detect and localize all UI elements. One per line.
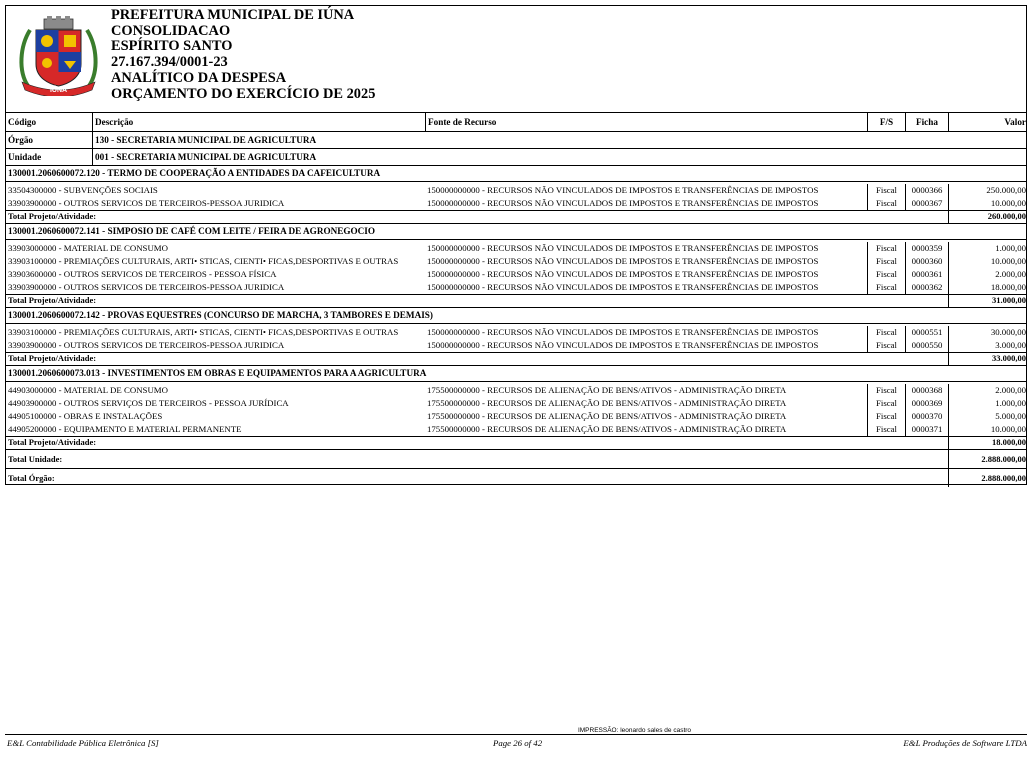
col-fonte: Fonte de Recurso bbox=[425, 113, 867, 131]
impressao-note: IMPRESSÃO: leonardo sales de castro bbox=[577, 727, 692, 734]
item-description: 33504300000 - SUBVENÇÕES SOCIAIS bbox=[8, 185, 158, 195]
item-fs: Fiscal bbox=[867, 423, 905, 436]
item-ficha: 0000368 bbox=[905, 384, 948, 397]
item-ficha: 0000369 bbox=[905, 397, 948, 410]
project-total-label: Total Projeto/Atividade: bbox=[8, 211, 97, 221]
item-valor: 1.000,00 bbox=[948, 397, 1028, 410]
project-total-value: 18.000,00 bbox=[948, 437, 1028, 449]
col-codigo: Código bbox=[8, 117, 37, 127]
item-valor: 10.000,00 bbox=[948, 255, 1028, 268]
item-valor: 10.000,00 bbox=[948, 197, 1028, 210]
total-orgao-row bbox=[6, 469, 1026, 487]
item-description: 33903900000 - OUTROS SERVICOS DE TERCEIROS-PESSOA JURIDICA bbox=[8, 340, 285, 350]
footer-page-number: Page 26 of 42 bbox=[493, 738, 543, 748]
total-orgao-value: 2.888.000,00 bbox=[948, 469, 1028, 487]
col-descricao: Descrição bbox=[92, 113, 425, 131]
col-valor: Valor bbox=[948, 113, 1028, 131]
item-description: 33903000000 - MATERIAL DE CONSUMO bbox=[8, 243, 168, 253]
item-description: 33903100000 - PREMIAÇÕES CULTURAIS, ARTI• STICAS, CIENTI• FICAS,DESPORTIVAS E OUTRAS bbox=[8, 327, 399, 337]
item-fs: Fiscal bbox=[867, 242, 905, 255]
project-total-value: 31.000,00 bbox=[948, 295, 1028, 307]
project-title: - PROVAS EQUESTRES (CONCURSO DE MARCHA, 3 TAMBORES E DEMAIS) bbox=[99, 310, 433, 320]
orgao-value: 130 - SECRETARIA MUNICIPAL DE AGRICULTURA bbox=[92, 132, 1028, 148]
table-row bbox=[6, 410, 1026, 423]
item-valor: 5.000,00 bbox=[948, 410, 1028, 423]
project-header bbox=[6, 308, 1026, 324]
col-fs: F/S bbox=[867, 113, 905, 131]
item-valor: 3.000,00 bbox=[948, 339, 1028, 352]
header-text-block bbox=[111, 8, 375, 102]
header-line-cnpj: 27.167.394/0001-23 bbox=[111, 54, 228, 71]
item-ficha: 0000361 bbox=[905, 268, 948, 281]
header-line-exercise: ORÇAMENTO DO EXERCÍCIO DE 2025 bbox=[111, 85, 376, 102]
item-ficha: 0000370 bbox=[905, 410, 948, 423]
project-header bbox=[6, 166, 1026, 182]
item-fonte: 150000000000 - RECURSOS NÃO VINCULADOS DE IMPOSTOS E TRANSFERÊNCIAS DE IMPOSTOS bbox=[427, 282, 819, 292]
item-valor: 2.000,00 bbox=[948, 384, 1028, 397]
orgao-label: Órgão bbox=[8, 135, 34, 145]
table-row bbox=[6, 326, 1026, 339]
item-fs: Fiscal bbox=[867, 397, 905, 410]
total-unidade-label: Total Unidade: bbox=[8, 454, 63, 464]
item-valor: 30.000,00 bbox=[948, 326, 1028, 339]
item-description: 33903900000 - OUTROS SERVICOS DE TERCEIROS-PESSOA JURIDICA bbox=[8, 282, 285, 292]
item-ficha: 0000367 bbox=[905, 197, 948, 210]
item-description: 44905200000 - EQUIPAMENTO E MATERIAL PERMANENTE bbox=[8, 424, 242, 434]
header-line-municipality: PREFEITURA MUNICIPAL DE IÚNA bbox=[111, 7, 355, 23]
project-code: 130001.2060600072.141 bbox=[8, 226, 100, 236]
item-fonte: 150000000000 - RECURSOS NÃO VINCULADOS DE IMPOSTOS E TRANSFERÊNCIAS DE IMPOSTOS bbox=[427, 243, 819, 253]
item-fs: Fiscal bbox=[867, 197, 905, 210]
item-fonte: 150000000000 - RECURSOS NÃO VINCULADOS DE IMPOSTOS E TRANSFERÊNCIAS DE IMPOSTOS bbox=[427, 269, 819, 279]
item-valor: 10.000,00 bbox=[948, 423, 1028, 436]
project-title: - INVESTIMENTOS EM OBRAS E EQUIPAMENTOS PARA A AGRICULTURA bbox=[99, 368, 427, 378]
table-row bbox=[6, 242, 1026, 255]
unidade-row bbox=[6, 149, 1026, 166]
item-fonte: 150000000000 - RECURSOS NÃO VINCULADOS DE IMPOSTOS E TRANSFERÊNCIAS DE IMPOSTOS bbox=[427, 256, 819, 266]
item-fonte: 175500000000 - RECURSOS DE ALIENAÇÃO DE BENS/ATIVOS - ADMINISTRAÇÃO DIRETA bbox=[427, 424, 787, 434]
table-row bbox=[6, 384, 1026, 397]
report-header bbox=[6, 6, 1026, 113]
item-valor: 1.000,00 bbox=[948, 242, 1028, 255]
item-fonte: 175500000000 - RECURSOS DE ALIENAÇÃO DE BENS/ATIVOS - ADMINISTRAÇÃO DIRETA bbox=[427, 398, 787, 408]
project-title: - SIMPOSIO DE CAFÉ COM LEITE / FEIRA DE AGRONEGOCIO bbox=[99, 226, 376, 236]
project-total-label: Total Projeto/Atividade: bbox=[8, 295, 97, 305]
item-fs: Fiscal bbox=[867, 410, 905, 423]
project-title: - TERMO DE COOPERAÇÃO A ENTIDADES DA CAFEICULTURA bbox=[99, 168, 381, 178]
orgao-row bbox=[6, 132, 1026, 149]
item-fonte: 150000000000 - RECURSOS NÃO VINCULADOS DE IMPOSTOS E TRANSFERÊNCIAS DE IMPOSTOS bbox=[427, 198, 819, 208]
project-code: 130001.2060600073.013 bbox=[8, 368, 100, 378]
unidade-label: Unidade bbox=[8, 152, 42, 162]
item-ficha: 0000362 bbox=[905, 281, 948, 294]
project-items bbox=[6, 382, 1026, 436]
municipal-crest-icon bbox=[16, 16, 101, 96]
project-items bbox=[6, 324, 1026, 352]
footer-left: E&L Contabilidade Pública Eletrônica [S] bbox=[7, 738, 159, 748]
project-items bbox=[6, 240, 1026, 294]
item-ficha: 0000371 bbox=[905, 423, 948, 436]
item-fonte: 150000000000 - RECURSOS NÃO VINCULADOS DE IMPOSTOS E TRANSFERÊNCIAS DE IMPOSTOS bbox=[427, 327, 819, 337]
item-description: 33903600000 - OUTROS SERVICOS DE TERCEIROS - PESSOA FÍSICA bbox=[8, 269, 277, 279]
project-total-value: 33.000,00 bbox=[948, 353, 1028, 365]
report-page bbox=[5, 5, 1027, 485]
table-row bbox=[6, 184, 1026, 197]
item-ficha: 0000360 bbox=[905, 255, 948, 268]
table-row bbox=[6, 397, 1026, 410]
table-row bbox=[6, 281, 1026, 294]
column-header-row bbox=[6, 113, 1026, 132]
item-valor: 2.000,00 bbox=[948, 268, 1028, 281]
project-items bbox=[6, 182, 1026, 210]
total-orgao-label: Total Órgão: bbox=[8, 473, 55, 483]
item-fs: Fiscal bbox=[867, 184, 905, 197]
project-header bbox=[6, 366, 1026, 382]
table-row bbox=[6, 339, 1026, 352]
col-ficha: Ficha bbox=[905, 113, 948, 131]
header-line-consolidacao: CONSOLIDACAO bbox=[111, 22, 231, 39]
header-line-report-type: ANALÍTICO DA DESPESA bbox=[111, 69, 287, 86]
item-fs: Fiscal bbox=[867, 255, 905, 268]
item-description: 33903100000 - PREMIAÇÕES CULTURAIS, ARTI• STICAS, CIENTI• FICAS,DESPORTIVAS E OUTRAS bbox=[8, 256, 399, 266]
project-total-label: Total Projeto/Atividade: bbox=[8, 353, 97, 363]
project-code: 130001.2060600072.142 bbox=[8, 310, 100, 320]
project-code: 130001.2060600072.120 bbox=[8, 168, 100, 178]
table-row bbox=[6, 197, 1026, 210]
page-footer bbox=[5, 734, 1027, 748]
item-fs: Fiscal bbox=[867, 384, 905, 397]
item-description: 44903000000 - MATERIAL DE CONSUMO bbox=[8, 385, 168, 395]
project-total-row bbox=[6, 294, 1026, 308]
total-unidade-value: 2.888.000,00 bbox=[948, 450, 1028, 468]
header-line-state: ESPÍRITO SANTO bbox=[111, 38, 233, 55]
item-fs: Fiscal bbox=[867, 281, 905, 294]
project-total-row bbox=[6, 436, 1026, 450]
item-ficha: 0000550 bbox=[905, 339, 948, 352]
item-ficha: 0000551 bbox=[905, 326, 948, 339]
footer-right: E&L Produções de Software LTDA bbox=[903, 738, 1027, 748]
crest-ribbon-text: IÚNA bbox=[49, 87, 68, 94]
item-description: 33903900000 - OUTROS SERVICOS DE TERCEIROS-PESSOA JURIDICA bbox=[8, 198, 285, 208]
table-row bbox=[6, 255, 1026, 268]
item-valor: 250.000,00 bbox=[948, 184, 1028, 197]
item-valor: 18.000,00 bbox=[948, 281, 1028, 294]
item-fonte: 150000000000 - RECURSOS NÃO VINCULADOS DE IMPOSTOS E TRANSFERÊNCIAS DE IMPOSTOS bbox=[427, 185, 819, 195]
projects-container bbox=[6, 166, 1026, 450]
project-header bbox=[6, 224, 1026, 240]
table-row bbox=[6, 423, 1026, 436]
item-fonte: 175500000000 - RECURSOS DE ALIENAÇÃO DE BENS/ATIVOS - ADMINISTRAÇÃO DIRETA bbox=[427, 385, 787, 395]
item-fs: Fiscal bbox=[867, 268, 905, 281]
item-fs: Fiscal bbox=[867, 326, 905, 339]
item-fonte: 175500000000 - RECURSOS DE ALIENAÇÃO DE BENS/ATIVOS - ADMINISTRAÇÃO DIRETA bbox=[427, 411, 787, 421]
project-total-row bbox=[6, 352, 1026, 366]
total-unidade-row bbox=[6, 450, 1026, 469]
table-row bbox=[6, 268, 1026, 281]
unidade-value: 001 - SECRETARIA MUNICIPAL DE AGRICULTURA bbox=[92, 149, 1028, 165]
item-description: 44903900000 - OUTROS SERVIÇOS DE TERCEIROS - PESSOA JURÍDICA bbox=[8, 398, 289, 408]
item-ficha: 0000359 bbox=[905, 242, 948, 255]
project-total-value: 260.000,00 bbox=[948, 211, 1028, 223]
item-fs: Fiscal bbox=[867, 339, 905, 352]
item-fonte: 150000000000 - RECURSOS NÃO VINCULADOS DE IMPOSTOS E TRANSFERÊNCIAS DE IMPOSTOS bbox=[427, 340, 819, 350]
project-total-row bbox=[6, 210, 1026, 224]
item-description: 44905100000 - OBRAS E INSTALAÇÕES bbox=[8, 411, 163, 421]
project-total-label: Total Projeto/Atividade: bbox=[8, 437, 97, 447]
item-ficha: 0000366 bbox=[905, 184, 948, 197]
